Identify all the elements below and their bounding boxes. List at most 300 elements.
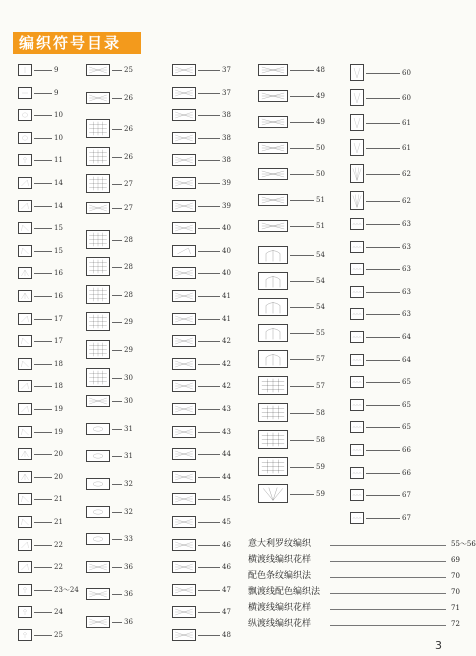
page-ref: 20 bbox=[54, 473, 63, 481]
stitch-symbol-icon bbox=[258, 430, 288, 449]
page-ref: 65 bbox=[402, 378, 411, 386]
leader-line bbox=[366, 495, 400, 496]
leader-line bbox=[112, 129, 122, 130]
page-ref: 44 bbox=[222, 450, 231, 458]
leader-line bbox=[34, 183, 52, 184]
stitch-symbol-icon bbox=[86, 533, 110, 545]
page-ref: 27 bbox=[124, 204, 133, 212]
stitch-symbol-icon bbox=[86, 64, 110, 76]
page-ref: 63 bbox=[402, 265, 411, 273]
page-ref: 17 bbox=[54, 315, 63, 323]
page-ref: 40 bbox=[222, 224, 231, 232]
leader-line bbox=[198, 319, 220, 320]
leader-line bbox=[366, 98, 400, 99]
leader-line bbox=[198, 206, 220, 207]
page-ref: 45 bbox=[222, 518, 231, 526]
page-ref: 30 bbox=[124, 397, 133, 405]
page-ref: 31 bbox=[124, 425, 133, 433]
page-ref: 39 bbox=[222, 202, 231, 210]
stitch-symbol-icon bbox=[258, 324, 288, 342]
leader-line bbox=[290, 255, 314, 256]
stitch-symbol-icon bbox=[350, 421, 364, 433]
stitch-symbol-icon bbox=[18, 493, 32, 505]
page-ref: 55 bbox=[316, 329, 325, 337]
leader-line bbox=[198, 590, 220, 591]
stitch-symbol-icon bbox=[172, 245, 196, 257]
page-ref: 23～24 bbox=[54, 586, 79, 594]
leader-line bbox=[112, 157, 122, 158]
leader-line bbox=[34, 115, 52, 116]
stitch-symbol-icon bbox=[18, 267, 32, 279]
leader-line bbox=[290, 386, 314, 387]
page-ref: 58 bbox=[316, 436, 325, 444]
stitch-symbol-icon bbox=[172, 358, 196, 370]
leader-line bbox=[290, 413, 314, 414]
leader-line bbox=[198, 499, 220, 500]
page-ref: 72 bbox=[451, 620, 460, 628]
pattern-label: 意大利罗纹编织 bbox=[248, 539, 312, 549]
stitch-symbol-icon bbox=[18, 290, 32, 302]
stitch-symbol-icon bbox=[350, 218, 364, 230]
stitch-symbol-icon bbox=[172, 561, 196, 573]
stitch-symbol-icon bbox=[18, 335, 32, 347]
page-ref: 58 bbox=[316, 409, 325, 417]
leader-line bbox=[366, 123, 400, 124]
leader-line bbox=[34, 635, 52, 636]
stitch-symbol-icon bbox=[172, 606, 196, 618]
stitch-symbol-icon bbox=[86, 478, 110, 490]
stitch-symbol-icon bbox=[18, 109, 32, 121]
stitch-symbol-icon bbox=[86, 285, 110, 304]
leader-line bbox=[198, 432, 220, 433]
leader-line bbox=[366, 450, 400, 451]
leader-line bbox=[112, 429, 122, 430]
page-ref: 28 bbox=[124, 291, 133, 299]
page-ref: 57 bbox=[316, 355, 325, 363]
leader-line bbox=[290, 226, 314, 227]
stitch-symbol-icon bbox=[86, 147, 110, 166]
stitch-symbol-icon bbox=[258, 484, 288, 503]
stitch-symbol-icon bbox=[350, 139, 364, 156]
stitch-symbol-icon bbox=[350, 263, 364, 275]
stitch-symbol-icon bbox=[258, 90, 288, 102]
leader-line bbox=[366, 360, 400, 361]
stitch-symbol-icon bbox=[86, 561, 110, 573]
pattern-label: 横渡线编织花样 bbox=[248, 555, 312, 565]
page-ref: 24 bbox=[54, 608, 63, 616]
stitch-symbol-icon bbox=[86, 92, 110, 104]
page-ref: 31 bbox=[124, 452, 133, 460]
leader-line bbox=[198, 635, 220, 636]
page-ref: 46 bbox=[222, 541, 231, 549]
leader-line bbox=[330, 577, 446, 578]
stitch-symbol-icon bbox=[172, 200, 196, 212]
stitch-symbol-icon bbox=[172, 448, 196, 460]
leader-line bbox=[112, 350, 122, 351]
pattern-label: 飘渡线配色编织法 bbox=[248, 587, 321, 597]
leader-line bbox=[198, 612, 220, 613]
stitch-symbol-icon bbox=[172, 584, 196, 596]
leader-line bbox=[290, 200, 314, 201]
page-ref: 29 bbox=[124, 318, 133, 326]
page-ref: 38 bbox=[222, 134, 231, 142]
leader-line bbox=[366, 314, 400, 315]
stitch-symbol-icon bbox=[258, 64, 288, 76]
page-ref: 28 bbox=[124, 236, 133, 244]
page-ref: 48 bbox=[316, 66, 325, 74]
leader-line bbox=[34, 364, 52, 365]
page-ref: 32 bbox=[124, 508, 133, 516]
page-ref: 36 bbox=[124, 563, 133, 571]
leader-line bbox=[34, 612, 52, 613]
stitch-symbol-icon bbox=[258, 298, 288, 316]
page-ref: 46 bbox=[222, 563, 231, 571]
leader-line bbox=[34, 499, 52, 500]
leader-line bbox=[34, 138, 52, 139]
pattern-label: 纵渡线编织花样 bbox=[248, 619, 312, 629]
leader-line bbox=[198, 138, 220, 139]
stitch-symbol-icon bbox=[18, 403, 32, 415]
stitch-symbol-icon bbox=[172, 516, 196, 528]
page-ref: 22 bbox=[54, 563, 63, 571]
leader-line bbox=[112, 98, 122, 99]
stitch-symbol-icon bbox=[172, 335, 196, 347]
page-ref: 70 bbox=[451, 572, 460, 580]
stitch-symbol-icon bbox=[18, 313, 32, 325]
stitch-symbol-icon bbox=[18, 629, 32, 641]
page-ref: 9 bbox=[54, 66, 59, 74]
leader-line bbox=[366, 518, 400, 519]
leader-line bbox=[198, 409, 220, 410]
stitch-symbol-icon bbox=[18, 87, 32, 99]
page-ref: 43 bbox=[222, 405, 231, 413]
page-ref: 22 bbox=[54, 541, 63, 549]
page-ref: 42 bbox=[222, 382, 231, 390]
page-ref: 39 bbox=[222, 179, 231, 187]
page-ref: 40 bbox=[222, 269, 231, 277]
leader-line bbox=[34, 590, 52, 591]
stitch-symbol-icon bbox=[172, 313, 196, 325]
stitch-symbol-icon bbox=[258, 246, 288, 264]
stitch-symbol-icon bbox=[350, 164, 364, 183]
leader-line bbox=[112, 267, 122, 268]
stitch-symbol-icon bbox=[172, 64, 196, 76]
stitch-symbol-icon bbox=[172, 267, 196, 279]
stitch-symbol-icon bbox=[86, 506, 110, 518]
leader-line bbox=[198, 341, 220, 342]
page-ref: 54 bbox=[316, 277, 325, 285]
stitch-symbol-icon bbox=[86, 119, 110, 138]
leader-line bbox=[366, 337, 400, 338]
leader-line bbox=[34, 296, 52, 297]
stitch-symbol-icon bbox=[172, 426, 196, 438]
page-ref: 29 bbox=[124, 346, 133, 354]
page-ref: 32 bbox=[124, 480, 133, 488]
page-ref: 67 bbox=[402, 514, 411, 522]
leader-line bbox=[112, 70, 122, 71]
stitch-symbol-icon bbox=[86, 450, 110, 462]
stitch-symbol-icon bbox=[258, 457, 288, 476]
page-ref: 54 bbox=[316, 251, 325, 259]
page-ref: 50 bbox=[316, 170, 325, 178]
page-ref: 70 bbox=[451, 588, 460, 596]
leader-line bbox=[366, 269, 400, 270]
page-ref: 55～56 bbox=[451, 540, 476, 548]
page-ref: 65 bbox=[402, 423, 411, 431]
stitch-symbol-icon bbox=[258, 376, 288, 395]
stitch-symbol-icon bbox=[350, 399, 364, 411]
leader-line bbox=[198, 273, 220, 274]
page-ref: 48 bbox=[222, 631, 231, 639]
stitch-symbol-icon bbox=[258, 194, 288, 206]
leader-line bbox=[112, 456, 122, 457]
pattern-label: 横渡线编织花样 bbox=[248, 603, 312, 613]
leader-line bbox=[290, 307, 314, 308]
stitch-symbol-icon bbox=[350, 89, 364, 106]
leader-line bbox=[112, 484, 122, 485]
leader-line bbox=[290, 148, 314, 149]
stitch-symbol-icon bbox=[258, 116, 288, 128]
leader-line bbox=[198, 477, 220, 478]
stitch-symbol-icon bbox=[86, 257, 110, 276]
stitch-symbol-icon bbox=[258, 220, 288, 232]
leader-line bbox=[366, 473, 400, 474]
leader-line bbox=[198, 296, 220, 297]
stitch-symbol-icon bbox=[172, 87, 196, 99]
page-ref: 28 bbox=[124, 263, 133, 271]
leader-line bbox=[366, 247, 400, 248]
stitch-symbol-icon bbox=[350, 331, 364, 343]
stitch-symbol-icon bbox=[172, 222, 196, 234]
page-ref: 63 bbox=[402, 243, 411, 251]
stitch-symbol-icon bbox=[350, 308, 364, 320]
stitch-symbol-icon bbox=[350, 489, 364, 501]
leader-line bbox=[34, 206, 52, 207]
stitch-symbol-icon bbox=[86, 423, 110, 435]
page-ref: 41 bbox=[222, 292, 231, 300]
stitch-symbol-icon bbox=[86, 174, 110, 193]
stitch-symbol-icon bbox=[350, 191, 364, 210]
stitch-symbol-icon bbox=[172, 629, 196, 641]
leader-line bbox=[366, 382, 400, 383]
stitch-symbol-icon bbox=[18, 584, 32, 596]
stitch-symbol-icon bbox=[350, 467, 364, 479]
leader-line bbox=[198, 115, 220, 116]
stitch-symbol-icon bbox=[18, 539, 32, 551]
stitch-symbol-icon bbox=[18, 245, 32, 257]
page-ref: 49 bbox=[316, 118, 325, 126]
page-ref: 61 bbox=[402, 119, 411, 127]
page-ref: 59 bbox=[316, 463, 325, 471]
stitch-symbol-icon bbox=[18, 222, 32, 234]
leader-line bbox=[366, 224, 400, 225]
page-ref: 64 bbox=[402, 356, 411, 364]
stitch-symbol-icon bbox=[258, 403, 288, 422]
stitch-symbol-icon bbox=[18, 561, 32, 573]
page-ref: 69 bbox=[451, 556, 460, 564]
stitch-symbol-icon bbox=[350, 512, 364, 524]
page-ref: 45 bbox=[222, 495, 231, 503]
page-ref: 43 bbox=[222, 428, 231, 436]
leader-line bbox=[34, 454, 52, 455]
leader-line bbox=[290, 281, 314, 282]
leader-line bbox=[366, 427, 400, 428]
page-ref: 9 bbox=[54, 89, 59, 97]
leader-line bbox=[112, 295, 122, 296]
leader-line bbox=[198, 70, 220, 71]
page-ref: 26 bbox=[124, 153, 133, 161]
page-ref: 27 bbox=[124, 180, 133, 188]
leader-line bbox=[198, 545, 220, 546]
leader-line bbox=[198, 567, 220, 568]
leader-line bbox=[366, 73, 400, 74]
leader-line bbox=[366, 292, 400, 293]
leader-line bbox=[34, 522, 52, 523]
page-ref: 61 bbox=[402, 144, 411, 152]
stitch-symbol-icon bbox=[172, 403, 196, 415]
leader-line bbox=[198, 160, 220, 161]
stitch-symbol-icon bbox=[172, 290, 196, 302]
leader-line bbox=[112, 594, 122, 595]
leader-line bbox=[112, 401, 122, 402]
page-ref: 10 bbox=[54, 134, 63, 142]
page-ref: 62 bbox=[402, 197, 411, 205]
page-ref: 11 bbox=[54, 156, 63, 164]
stitch-symbol-icon bbox=[350, 354, 364, 366]
page-ref: 41 bbox=[222, 315, 231, 323]
leader-line bbox=[290, 494, 314, 495]
page-ref: 42 bbox=[222, 360, 231, 368]
stitch-symbol-icon bbox=[18, 606, 32, 618]
leader-line bbox=[290, 70, 314, 71]
page-ref: 15 bbox=[54, 224, 63, 232]
stitch-symbol-icon bbox=[18, 516, 32, 528]
page-ref: 36 bbox=[124, 618, 133, 626]
leader-line bbox=[34, 70, 52, 71]
stitch-symbol-icon bbox=[86, 395, 110, 407]
leader-line bbox=[330, 609, 446, 610]
page-ref: 20 bbox=[54, 450, 63, 458]
page-ref: 63 bbox=[402, 220, 411, 228]
page-number: 3 bbox=[435, 639, 442, 652]
stitch-symbol-icon bbox=[18, 471, 32, 483]
leader-line bbox=[198, 251, 220, 252]
page-ref: 66 bbox=[402, 446, 411, 454]
leader-line bbox=[34, 251, 52, 252]
page-ref: 25 bbox=[54, 631, 63, 639]
page-ref: 66 bbox=[402, 469, 411, 477]
page-ref: 54 bbox=[316, 303, 325, 311]
page-ref: 14 bbox=[54, 179, 63, 187]
page-ref: 21 bbox=[54, 518, 63, 526]
leader-line bbox=[34, 386, 52, 387]
stitch-symbol-icon bbox=[258, 350, 288, 368]
page-ref: 26 bbox=[124, 94, 133, 102]
leader-line bbox=[198, 522, 220, 523]
stitch-symbol-icon bbox=[172, 493, 196, 505]
page-ref: 16 bbox=[54, 292, 63, 300]
leader-line bbox=[34, 477, 52, 478]
leader-line bbox=[330, 561, 446, 562]
page-ref: 47 bbox=[222, 608, 231, 616]
leader-line bbox=[330, 625, 446, 626]
page-ref: 40 bbox=[222, 247, 231, 255]
page-ref: 36 bbox=[124, 590, 133, 598]
page-ref: 71 bbox=[451, 604, 460, 612]
leader-line bbox=[290, 174, 314, 175]
stitch-symbol-icon bbox=[86, 202, 110, 214]
leader-line bbox=[112, 208, 122, 209]
stitch-symbol-icon bbox=[350, 444, 364, 456]
page-ref: 50 bbox=[316, 144, 325, 152]
stitch-symbol-icon bbox=[86, 230, 110, 249]
leader-line bbox=[198, 364, 220, 365]
leader-line bbox=[34, 545, 52, 546]
page-ref: 37 bbox=[222, 89, 231, 97]
stitch-symbol-icon bbox=[172, 154, 196, 166]
leader-line bbox=[112, 184, 122, 185]
leader-line bbox=[112, 322, 122, 323]
stitch-symbol-icon bbox=[350, 64, 364, 81]
stitch-symbol-icon bbox=[18, 200, 32, 212]
stitch-symbol-icon bbox=[258, 142, 288, 154]
page-ref: 16 bbox=[54, 269, 63, 277]
stitch-symbol-icon bbox=[86, 588, 110, 600]
page-ref: 10 bbox=[54, 111, 63, 119]
page-ref: 18 bbox=[54, 360, 63, 368]
stitch-symbol-icon bbox=[258, 168, 288, 180]
page-ref: 33 bbox=[124, 535, 133, 543]
leader-line bbox=[112, 378, 122, 379]
leader-line bbox=[34, 341, 52, 342]
leader-line bbox=[198, 454, 220, 455]
stitch-symbol-icon bbox=[86, 340, 110, 359]
leader-line bbox=[198, 386, 220, 387]
stitch-symbol-icon bbox=[172, 539, 196, 551]
leader-line bbox=[34, 409, 52, 410]
page-ref: 17 bbox=[54, 337, 63, 345]
page-ref: 60 bbox=[402, 94, 411, 102]
page-ref: 30 bbox=[124, 374, 133, 382]
leader-line bbox=[290, 96, 314, 97]
page-ref: 60 bbox=[402, 69, 411, 77]
leader-line bbox=[290, 440, 314, 441]
page-ref: 38 bbox=[222, 156, 231, 164]
leader-line bbox=[366, 174, 400, 175]
leader-line bbox=[366, 405, 400, 406]
page-ref: 19 bbox=[54, 405, 63, 413]
page-ref: 59 bbox=[316, 490, 325, 498]
stitch-symbol-icon bbox=[18, 380, 32, 392]
leader-line bbox=[34, 228, 52, 229]
leader-line bbox=[330, 593, 446, 594]
stitch-symbol-icon bbox=[172, 471, 196, 483]
stitch-symbol-icon bbox=[172, 380, 196, 392]
stitch-symbol-icon bbox=[18, 426, 32, 438]
stitch-symbol-icon bbox=[18, 448, 32, 460]
leader-line bbox=[112, 240, 122, 241]
stitch-symbol-icon bbox=[350, 376, 364, 388]
stitch-symbol-icon bbox=[172, 109, 196, 121]
page-ref: 63 bbox=[402, 288, 411, 296]
leader-line bbox=[290, 122, 314, 123]
leader-line bbox=[198, 183, 220, 184]
page-ref: 64 bbox=[402, 333, 411, 341]
page-ref: 25 bbox=[124, 66, 133, 74]
leader-line bbox=[112, 622, 122, 623]
stitch-symbol-icon bbox=[18, 132, 32, 144]
leader-line bbox=[366, 201, 400, 202]
